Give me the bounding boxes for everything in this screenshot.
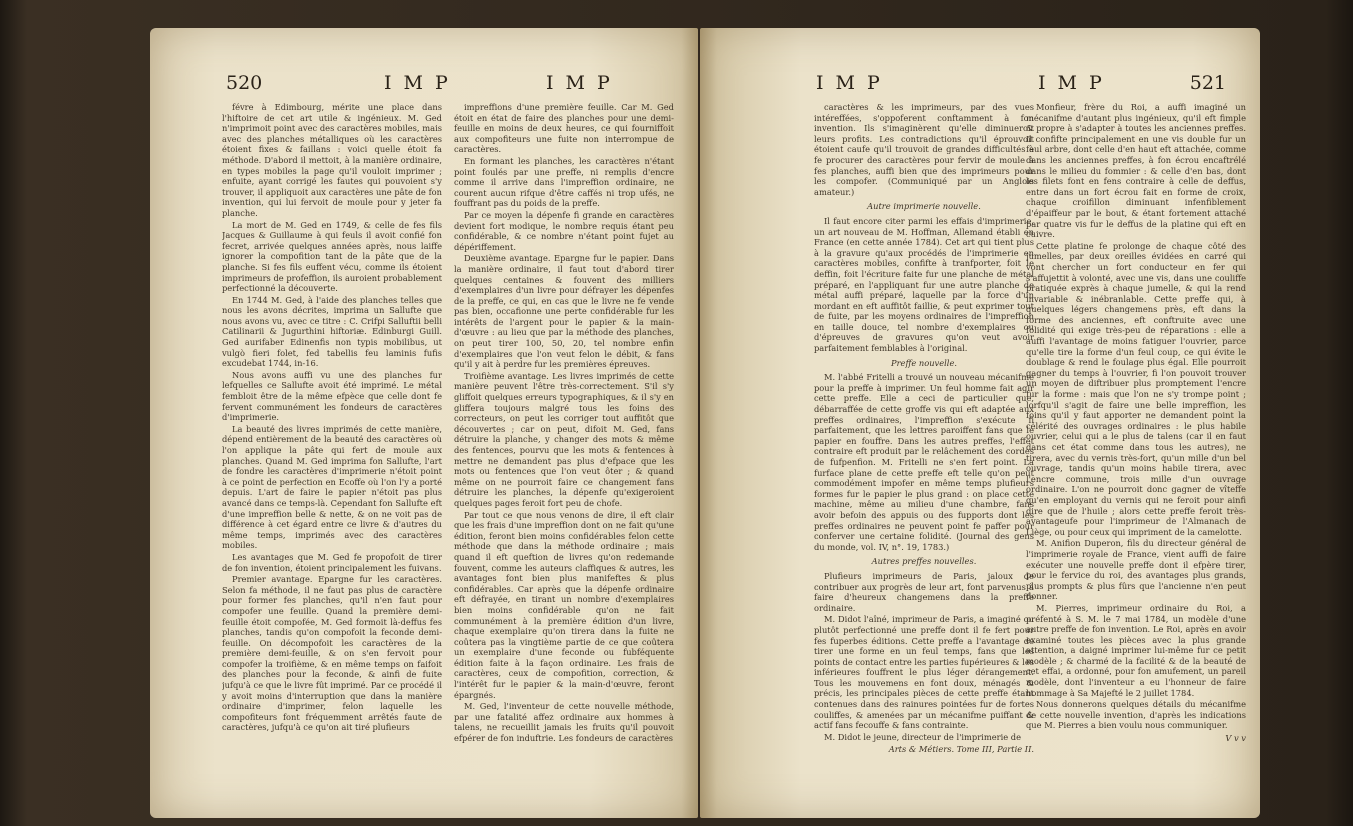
right-page-header bbox=[700, 72, 1260, 96]
paragraph: M. Didot le jeune, directeur de l'imprimerie de bbox=[824, 731, 1021, 742]
left-page bbox=[150, 28, 698, 818]
paragraph: Les avantages que M. Ged fe propofoit de tirer de fon invention, étoient principalement les fuivans. bbox=[222, 551, 442, 573]
text-column-2 bbox=[454, 102, 674, 802]
paragraph: Cette platine fe prolonge de chaque côté des jumelles, par deux oreilles évidées en carré qui vont chercher un fort conducteur en fer qui s'affujettit à volonté, avec une vis, dans une couliffe pratiquée exprès à chaque jumelle, & qui la rend invariable & inébranlable. Cette preffe qui, à quelques légers changemens près, eft dans la forme des anciennes, eft conftruite avec une folidité qui exige très-peu de réparations : elle a auffi l'avantage de moins fatiguer l'ouvrier, parce qu'elle tire la forme d'un feul coup, ce qui évite le doublage & rend le foulage plus égal. Elle pourroit gagner du temps à l'ouvrier, fi l'on pouvoit trouver un moyen de diftribuer plus promptement l'encre fur la forme : mais que l'on ne s'y trompe point ; lorfqu'il s'agit de faire une belle impreffion, les foins qu'il y faut apporter ne demandent point la célérité des ouvrages ordinaires : le plus habile ouvrier, celui qui a le plus de talens (car il en faut dans cet état comme dans tous les autres), ne tirera, avec du vernis très-fort, qu'un mille d'un bel ouvrage, tandis qu'un moins habile tirera, avec l'encre commune, trois mille d'un ouvrage ordinaire. L'on ne pourroit donc gagner de vîteffe qu'en employant du vernis qui ne feroit pour ainfi dire que de l'huile ; alors cette preffe feroit très-avantageufe pour l'imprimeur de l'Almanach de Liège, ou pour ceux qui impriment de la camelotte. bbox=[1026, 240, 1246, 537]
page-number: 520 bbox=[226, 72, 263, 94]
paragraph: La mort de M. Ged en 1749, & celle de fes fils Jacques & Guillaume à qui feuls il avoit confié fon fecret, arrivée quelques années après, nous laiffe ignorer la compofition tant de la pâte que de la planche. Si fes fils euffent vécu, comme ils étoient imprimeurs de profeffion, ils auroient probablement perfectionné la découverte. bbox=[222, 219, 442, 294]
paragraph: impreffions d'une première feuille. Car M. Ged étoit en état de faire des planches pour une demi-feuille en moins de deux heures, ce qui fourniffoit aux compofiteurs une fuite non interrompue de caractères. bbox=[454, 102, 674, 155]
running-head: I M P bbox=[1038, 72, 1105, 94]
paragraph: Plufieurs imprimeurs de Paris, jaloux de contribuer aux progrès de leur art, font parvenus à faire d'heureux changemens dans la preffe ordinaire. bbox=[814, 570, 1034, 613]
signature-mark: V v v bbox=[1225, 733, 1246, 744]
paragraph: févre à Edimbourg, mérite une place dans l'hiftoire de cet art utile & ingénieux. M. Ged n'imprimoit point avec des caractères mobiles, mais avec des planches métalliques où les caractères étoient fixes & faillans : voici quelle étoit fa méthode. D'abord il mettoit, à la manière ordinaire, en types mobiles la page qu'il vouloit imprimer ; enfuite, ayant corrigé les fautes qui pouvoient s'y trouver, il appliquoit aux caractères une pâte de fon invention, qui lui fervoit de moule pour y jeter fa planche. bbox=[222, 102, 442, 218]
paragraph: M. Anifion Duperon, fils du directeur général de l'imprimerie royale de France, vient auffi de faire exécuter une nouvelle preffe dont il efpère tirer, pour le fervice du roi, des avantages plus grands, plus prompts & plus fûrs que l'ancienne n'en peut donner. bbox=[1026, 538, 1246, 602]
text-column-1 bbox=[814, 102, 1034, 802]
paragraph: Monfieur, frère du Roi, a auffi imaginé un mécanifme d'autant plus ingénieux, qu'il eft fimple & propre à s'adapter à toutes les anciennes preffes. Il confifte principalement en une vis double fur un feul arbre, dont celle d'en haut eft attachée, comme dans les anciennes preffes, à fon écrou encaftrélé dans le milieu du fommier : & celle d'en bas, dont les filets font en fens contraire à celle de deffus, entre dans un fort écrou fait en forme de croix, chaque croifillon diminuant infenfiblement d'épaiffeur par le bout, & étant fortement attaché par quatre vis fur le deffus de la platine qui eft en cuivre. bbox=[1026, 102, 1246, 240]
paragraph: M. l'abbé Fritelli a trouvé un nouveau mécanifme pour la preffe à imprimer. Un feul homme fait agir cette preffe. Elle a ceci de particulier que, débarraffée de cette groffe vis qui eft adaptée aux preffes ordinaires, l'impreffion s'exécute fi parfaitement, que les lettres paroiffent fans que le papier en fouffre. Dans les autres preffes, l'effet contraire eft produit par le relâchement des cordes de fufpenfion. M. Fritelli ne s'en fert point. La furface plane de cette preffe eft telle qu'on peut commodément impofer en même temps plufieurs formes fur le papier le plus grand : on place cette machine, même au milieu d'une chambre, fans avoir befoin des appuis ou des fupports dont les preffes ordinaires ne peuvent point fe paffer pour conferver une certaine folidité. (Journal des gens du monde, vol. IV, n°. 19, 1783.) bbox=[814, 372, 1034, 552]
paragraph: La beauté des livres imprimés de cette manière, dépend entièrement de la beauté des caractères où l'on applique la pâte qui fert de moule aux planches. Quand M. Ged imprima fon Sallufte, l'art de fondre les caractères d'imprimerie n'étoit point à ce point de perfection en Ecoffe où l'on l'y a porté depuis. L'art de faire le papier n'étoit pas plus avancé dans ce temps-là. Cependant fon Sallufte eft d'une impreffion belle & nette, & on ne voit pas de différence à cet égard entre ce livre & d'autres du même temps, imprimés avec des caractères mobiles. bbox=[222, 423, 442, 551]
paragraph: Il faut encore citer parmi les effais d'imprimerie, un art nouveau de M. Hoffman, Allemand établi en France (en cette année 1784). Cet art qui tient plus à la gravure qu'aux procédés de l'imprimerie en caractères mobiles, confifte à tranfporter, foit le deffin, foit l'écriture faite fur une planche de métal préparé, en l'appliquant fur une autre planche de métal auffi préparé, laquelle par la force d'un mordant en eft auffitôt faillie, & peut exprimer tout de fuite, par les moyens ordinaires de l'impreffion en taille douce, tel nombre d'exemplaires ou d'épreuves de gravures qu'on veut avoir parfaitement femblables à l'original. bbox=[814, 215, 1034, 354]
running-head: I M P bbox=[384, 72, 451, 94]
page-number: 521 bbox=[1189, 72, 1226, 94]
section-heading: Preffe nouvelle. bbox=[890, 357, 958, 368]
text-column-1 bbox=[222, 102, 442, 802]
running-head: I M P bbox=[816, 72, 883, 94]
paragraph: En formant les planches, les caractères n'étant point foulés par une preffe, ni remplis d'encre comme il arrive dans l'impreffion ordinaire, ne courent aucun rifque d'être caffés ni trop ufés, ne fouffrant pas du poids de la preffe. bbox=[454, 155, 674, 209]
text-column-2 bbox=[1026, 102, 1246, 802]
paragraph: Premier avantage. Epargne fur les caractères. Selon fa méthode, il ne faut pas plus de caractère pour former fes planches, qu'il n'en faut pour compofer une feuille. Quand la première demi-feuille étoit compofée, M. Ged formoit là-deffus fes planches, tandis qu'on compofoit la feconde demi-feuille. On décompofoit les caractères de la première demi-feuille, & on s'en fervoit pour compofer la troifième, & en même temps on faifoit des planches pour la feconde, & ainfi de fuite jufqu'à ce que le livre fût imprimé. Par ce procédé il y avoit moins d'interruption que dans la manière ordinaire d'imprimer, felon laquelle les compofiteurs font fréquemment arrêtés faute de caractères, jufqu'à ce qu'on ait tiré plufieurs bbox=[222, 574, 442, 733]
paragraph: Nous donnerons quelques détails du mécanifme de cette nouvelle invention, d'après les indications que M. Pierres a bien voulu nous communiquer. bbox=[1026, 699, 1246, 731]
paragraph: Nous avons auffi vu une des planches fur lefquelles ce Sallufte avoit été imprimé. Le métal fembloit être de la même efpèce que celle dont fe fervent communément les fondeurs de caractères d'imprimerie. bbox=[222, 369, 442, 423]
paragraph: Par tout ce que nous venons de dire, il eft clair que les frais d'une impreffion dont on ne fait qu'une édition, feront bien moins confidérables felon cette méthode que dans la méthode ordinaire ; mais quand il eft queftion de livres qu'on redemande fouvent, comme les auteurs claffiques & autres, les avantages font bien plus manifeftes & plus confidérables. Car après que la dépenfe ordinaire eft défrayée, en tirant un nombre d'exemplaires bien moins confidérable qu'on ne fait communément à la première édition d'un livre, chaque exemplaire qu'on tirera dans la fuite ne coûtera pas la vingtième partie de ce que coûtera un exemplaire d'une feconde ou fubféquente édition faite à la façon ordinaire. Les frais de caractères, ceux de compofition, correction, & l'intérêt fur le papier & la main-d'œuvre, feront épargnés. bbox=[454, 509, 674, 700]
section-heading: Autre imprimerie nouvelle. bbox=[867, 201, 981, 212]
paragraph: M. Pierres, imprimeur ordinaire du Roi, a préfenté à S. M. le 7 mai 1784, un modèle d'une autre preffe de fon invention. Le Roi, après en avoir examiné toutes les pièces avec la plus grande attention, a daigné imprimer lui-même fur ce petit modèle ; & charmé de la facilité & de la beauté de cet effai, a ordonné, pour fon amufement, un pareil modèle, dont l'inventeur a eu l'honneur de faire hommage à Sa Majefté le 2 juillet 1784. bbox=[1026, 602, 1246, 698]
paragraph: Troifième avantage. Les livres imprimés de cette manière peuvent l'être très-correctement. S'il s'y gliffoit quelques erreurs typographiques, & il s'y en gliffera toujours malgré tous les foins des correcteurs, on peut les corriger tout auffitôt que découvertes ; car on peut, difoit M. Ged, fans détruire la planche, y changer des mots & même des fentences, pourvu que les mots & fentences à mettre ne demandent pas plus d'efpace que les mots ou fentences que l'on veut ôter ; & quand même on ne pourroit faire ce changement fans détruire les planches, la dépenfe qu'exigeroient quelques pages feroit fort peu de chofe. bbox=[454, 370, 674, 508]
paragraph: caractères & les imprimeurs, par des vues intéreffées, s'oppoferent conftamment à fon invention. Ils s'imaginèrent qu'elle diminueroit leurs profits. Les contradictions qu'il éprouvoit étoient caufe qu'il trouvoit de grandes difficultés à fe procurer des caractères pour fervir de moule à fes planches, auffi bien que des imprimeurs pour les compofer. (Communiqué par un Anglois amateur.) bbox=[814, 102, 1034, 197]
paragraph: Deuxième avantage. Epargne fur le papier. Dans la manière ordinaire, il faut tout d'abord tirer quelques centaines & fouvent des milliers d'exemplaires d'un livre pour défrayer les dépenfes de la preffe, ce qui, en cas que le livre ne fe vende pas bien, occafionne une perte confidérable fur les intérêts de l'argent pour le papier & la main-d'œuvre : au lieu que par la méthode des planches, on peut tirer 100, 50, 20, tel nombre enfin d'exemplaires que l'on veut felon le débit, & fans qu'il y ait à perdre fur les premières épreuves. bbox=[454, 253, 674, 370]
paragraph: Par ce moyen la dépenfe fi grande en caractères devient fort modique, le nombre requis étant peu confidérable, & ce nombre n'étant point fujet au dépériffement. bbox=[454, 209, 674, 252]
running-head: I M P bbox=[546, 72, 613, 94]
section-heading: Autres preffes nouvelles. bbox=[871, 556, 977, 567]
paragraph: M. Didot l'aîné, imprimeur de Paris, a imaginé ou plutôt perfectionné une preffe dont il fe fert pour fes fuperbes éditions. Cette preffe a l'avantage de tirer une forme en un feul temps, fans que les points de contact entre les parties fupérieures & les inférieures fouffrent le plus léger dérangement. Tous les mouvemens en font doux, ménagés & précis, les principales pièces de cette preffe étant contenues dans des rainures pointées fur de fortes couliffes, & amenées par un mécanifme puiffant & actif fans fecouffe & fans contrainte. bbox=[814, 614, 1034, 731]
paragraph: M. Ged, l'inventeur de cette nouvelle méthode, par une fatalité affez ordinaire aux hommes à talens, ne recueillit jamais les fruits qu'il pouvoit efpérer de fon induftrie. Les fondeurs de caractères bbox=[454, 701, 674, 744]
left-page-header bbox=[150, 72, 698, 96]
paragraph: En 1744 M. Ged, à l'aide des planches telles que nous les avons décrites, imprima un Sallufte que nous avons vu, avec ce titre : C. Crifpi Salluftii belli Catilinarii & Jugurthini hiftoriæ. Edinburgi Guill. Ged aurifaber Edinenfis non typis mobilibus, ut vulgò fieri folet, fed tabellis feu laminis fufis excudebat 1744, in-16. bbox=[222, 294, 442, 369]
page-footer: Arts & Métiers. Tome III, Partie II. bbox=[888, 744, 1034, 755]
right-page bbox=[700, 28, 1260, 818]
